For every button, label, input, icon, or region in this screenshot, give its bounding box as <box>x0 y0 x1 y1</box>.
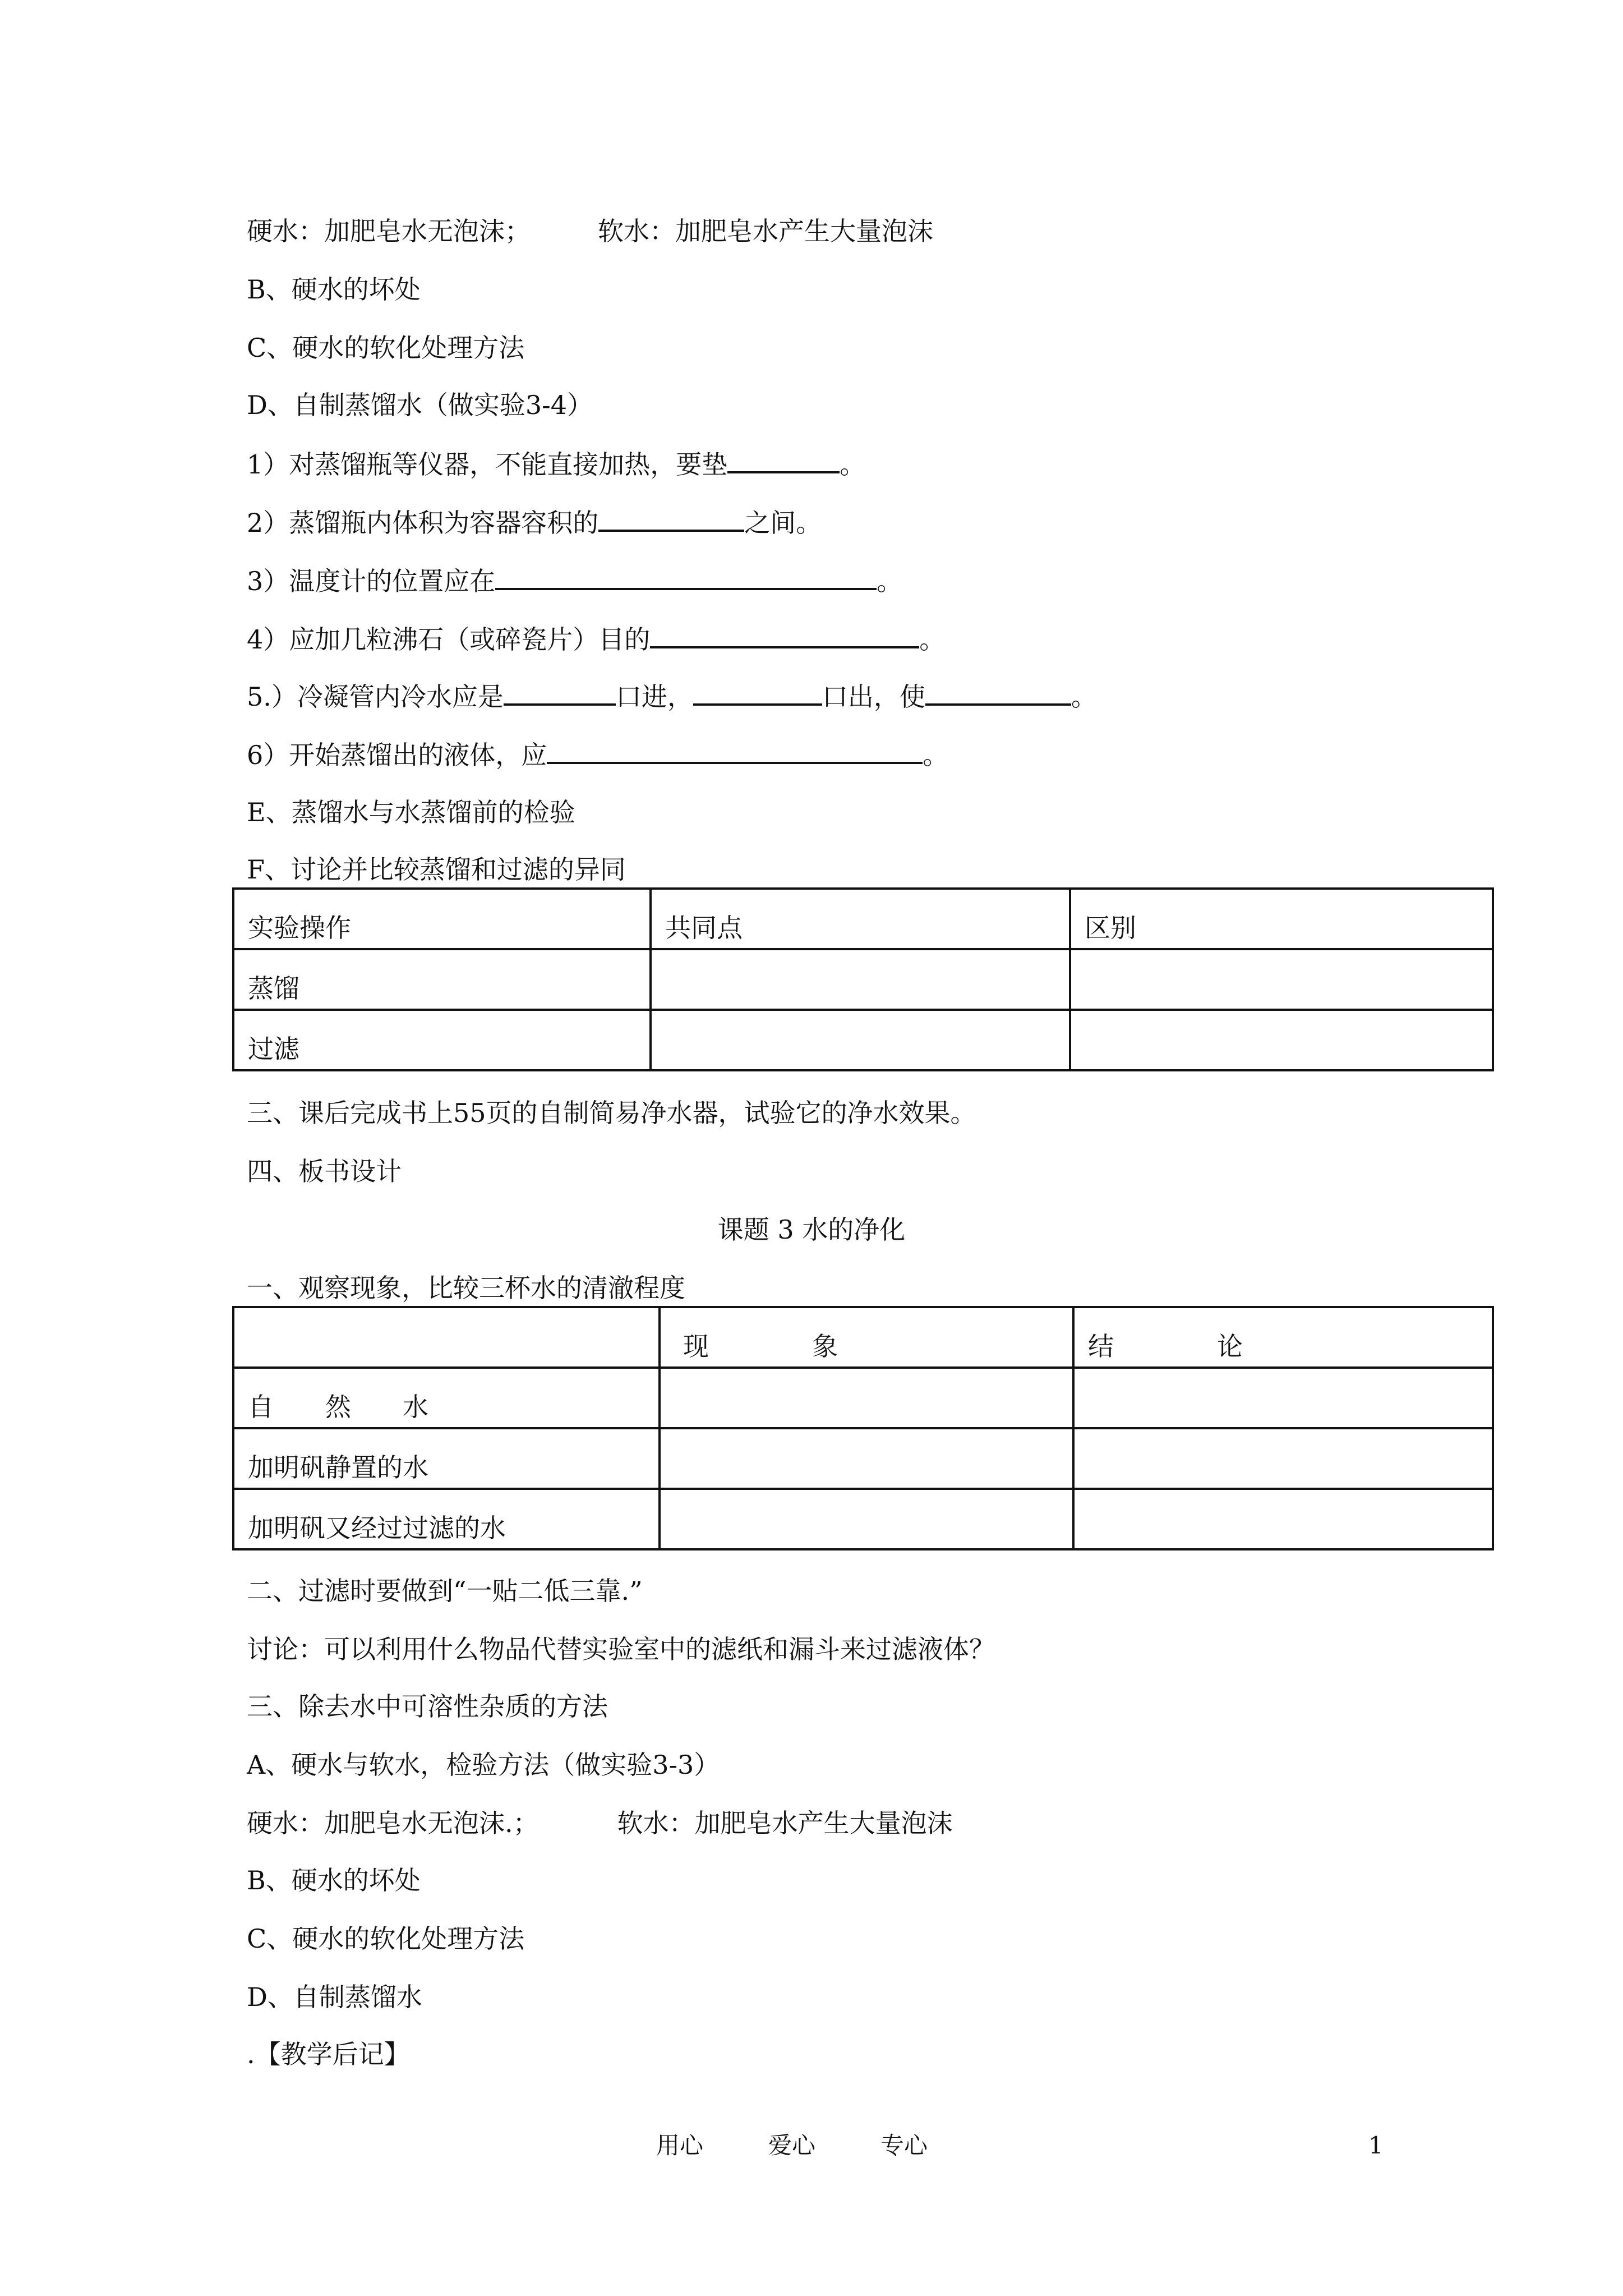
footer-motto-2: 爱心 <box>768 2132 816 2159</box>
table-cell[interactable] <box>1070 949 1493 1010</box>
table-row <box>233 1010 1493 1070</box>
table-header-row <box>233 1307 1493 1368</box>
table-header-cell: 现 象 <box>660 1307 1073 1368</box>
hard-soft-water-line <box>247 214 933 248</box>
hard-water-text: 硬水：加肥皂水无泡沫； <box>247 216 531 246</box>
footer-motto-3: 专心 <box>880 2132 928 2159</box>
table-cell[interactable] <box>1073 1489 1493 1549</box>
question-6: 6）开始蒸馏出的液体，应 。 <box>247 737 948 772</box>
item-b: B、硬水的坏处 <box>247 274 421 305</box>
observation-table <box>232 1306 1494 1550</box>
board-item-b: B、硬水的坏处 <box>247 1865 421 1895</box>
item-c: C、硬水的软化处理方法 <box>247 333 525 363</box>
table-cell[interactable] <box>651 949 1070 1010</box>
fill-blank[interactable] <box>547 737 923 764</box>
footer-motto-1: 用心 <box>656 2132 704 2159</box>
fill-blank[interactable] <box>925 679 1071 706</box>
soft-water-text: 软水：加肥皂水产生大量泡沫 <box>617 1808 953 1838</box>
table-cell[interactable] <box>1073 1368 1493 1428</box>
section-4: 四、板书设计 <box>247 1156 402 1186</box>
table-cell[interactable] <box>1073 1428 1493 1489</box>
board-item-c: C、硬水的软化处理方法 <box>247 1924 525 1954</box>
table-cell[interactable] <box>660 1489 1073 1549</box>
hard-water-text: 硬水：加肥皂水无泡沫.； <box>247 1808 539 1838</box>
fill-blank[interactable] <box>495 563 877 590</box>
section-3: 三、课后完成书上55页的自制简易净水器，试验它的净水效果。 <box>247 1098 976 1128</box>
question-2: 2）蒸馏瓶内体积为容器容积的 之间。 <box>247 505 822 540</box>
board-title: 课题 3 水的净化 <box>717 1214 906 1245</box>
question-4: 4）应加几粒沸石（或碎瓷片）目的 。 <box>247 622 945 656</box>
table-cell: 自 然 水 <box>233 1368 660 1428</box>
board-section-3: 三、除去水中可溶性杂质的方法 <box>247 1691 608 1722</box>
table-cell[interactable] <box>660 1368 1073 1428</box>
table-row <box>233 949 1493 1010</box>
board-section-2: 二、过滤时要做到“一贴二低三靠.” <box>247 1576 643 1606</box>
item-e: E、蒸馏水与水蒸馏前的检验 <box>247 797 575 827</box>
fill-blank[interactable] <box>727 447 840 473</box>
fill-blank[interactable] <box>693 679 822 706</box>
table-cell[interactable] <box>1070 1010 1493 1070</box>
compare-table <box>232 887 1494 1071</box>
question-5: 5.）冷凝管内冷水应是 口进， 口出，使 。 <box>247 679 1097 714</box>
table-header-cell: 实验操作 <box>233 889 651 949</box>
table-header-cell: 共同点 <box>651 889 1070 949</box>
item-f: F、讨论并比较蒸馏和过滤的异同 <box>247 854 626 885</box>
table-cell: 加明矾又经过过滤的水 <box>233 1489 660 1549</box>
table-row <box>233 1489 1493 1549</box>
discussion: 讨论：可以利用什么物品代替实验室中的滤纸和漏斗来过滤液体？ <box>247 1634 995 1664</box>
table-header-cell: 结 论 <box>1073 1307 1493 1368</box>
table-cell[interactable] <box>651 1010 1070 1070</box>
table-header-row <box>233 889 1493 949</box>
table-cell: 蒸馏 <box>233 949 651 1010</box>
table-cell: 加明矾静置的水 <box>233 1428 660 1489</box>
board-section-1: 一、观察现象，比较三杯水的清澈程度 <box>247 1273 685 1303</box>
question-1: 1）对蒸馏瓶等仪器，不能直接加热，要垫 。 <box>247 447 865 481</box>
board-item-d: D、自制蒸馏水 <box>247 1982 422 2012</box>
table-header-cell <box>233 1307 660 1368</box>
page-number: 1 <box>1368 2132 1384 2159</box>
fill-blank[interactable] <box>598 505 744 532</box>
teaching-notes-heading: .【教学后记】 <box>247 2039 410 2069</box>
item-d: D、自制蒸馏水（做实验3-4） <box>247 390 593 420</box>
table-row <box>233 1368 1493 1428</box>
soft-water-text: 软水：加肥皂水产生大量泡沫 <box>598 216 933 246</box>
table-row <box>233 1428 1493 1489</box>
question-3: 3）温度计的位置应在 。 <box>247 563 902 598</box>
table-cell[interactable] <box>660 1428 1073 1489</box>
table-header-cell: 区别 <box>1070 889 1493 949</box>
fill-blank[interactable] <box>504 679 616 706</box>
board-hard-soft-line <box>247 1806 953 1840</box>
table-cell: 过滤 <box>233 1010 651 1070</box>
fill-blank[interactable] <box>650 622 919 648</box>
board-item-a: A、硬水与软水，检验方法（做实验3-3） <box>247 1750 720 1780</box>
